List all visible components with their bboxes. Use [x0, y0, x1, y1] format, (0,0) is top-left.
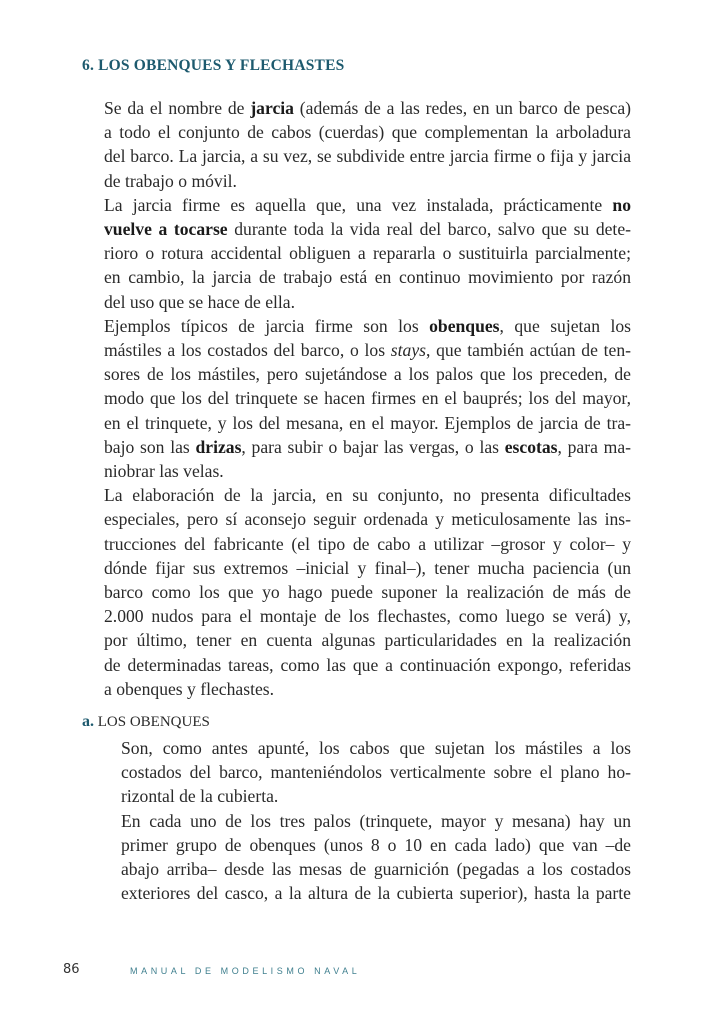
text-run: de trabajo o móvil. — [104, 170, 237, 191]
bold-term: obenques — [429, 315, 500, 336]
text-run: a obenques y flechastes. — [104, 678, 275, 699]
text-line — [82, 532, 631, 556]
text-run: bajo son las — [104, 436, 196, 457]
text-line — [103, 833, 631, 857]
text-line — [82, 459, 631, 483]
text-run: primer grupo de obenques (unos 8 o 10 en cada lado) que van –de — [121, 834, 631, 855]
text-line — [82, 290, 631, 314]
text-line — [82, 677, 631, 701]
text-line — [82, 386, 631, 410]
text-run: exteriores del casco, a la altura de la cubierta superior), hasta la parte — [121, 883, 631, 904]
bold-term: no — [612, 194, 631, 215]
text-line — [82, 507, 631, 531]
subsection-text — [103, 736, 631, 905]
text-line — [82, 217, 631, 241]
text-run: Ejemplos típicos de jarcia firme son los — [104, 315, 430, 336]
text-run: , para subir o bajar las vergas, o las — [241, 436, 505, 457]
bold-term: jarcia — [250, 98, 294, 118]
text-run: sores de los mástiles, pero sujetándose a los palos que los preceden, de — [104, 364, 631, 385]
text-run: barco como los que yo hago puede suponer la realización de más de — [104, 582, 631, 603]
text-run: niobrar las velas. — [104, 461, 224, 482]
text-line — [82, 120, 631, 144]
text-run: La jarcia firme es aquella que, una vez instalada, prácticamente — [104, 194, 613, 215]
bold-term: escotas — [504, 436, 558, 457]
section-heading: 6. LOS OBENQUES Y FLECHASTES — [82, 57, 345, 74]
text-run: durante toda la vida real del barco, salvo que su dete- — [227, 219, 631, 240]
paragraph — [82, 483, 631, 701]
text-run: del barco. La jarcia, a su vez, se subdivide entre jarcia firme o fija y jarcia — [104, 146, 631, 167]
text-run: por último, tener en cuenta algunas particularidades en la realización — [104, 630, 631, 651]
text-run: modo que los del trinquete se hacen firmes en el bauprés; los del mayor, — [104, 388, 631, 409]
italic-term: stays — [390, 340, 426, 361]
text-line — [82, 604, 631, 628]
bold-term: drizas — [195, 436, 242, 457]
text-line — [103, 857, 631, 881]
text-run: 2.000 nudos para el montaje de los flechastes, como luego se verá) y, — [104, 606, 631, 627]
text-run: del uso que se hace de ella. — [104, 291, 296, 312]
text-run: rioro o rotura accidental obliguen a repararla o sustituirla parcialmente; — [104, 243, 631, 264]
text-run: especiales, pero sí aconsejo seguir ordenada y meticulosamente las ins- — [104, 509, 631, 530]
text-run: (además de a las redes, en un barco de pesca) — [293, 98, 631, 118]
text-run: de determinadas tareas, como las que a continuación expongo, referidas — [104, 654, 631, 675]
text-line — [82, 483, 631, 507]
text-run: en cambio, la jarcia de trabajo está en continuo movimiento por razón — [104, 267, 631, 288]
text-run: , que sujetan los — [499, 315, 631, 336]
text-run: costados del barco, manteniéndolos verticalmente sobre el plano ho- — [121, 762, 631, 783]
text-line — [82, 265, 631, 289]
body-text — [82, 96, 631, 701]
subsection-letter: a. — [82, 713, 94, 730]
text-line — [103, 809, 631, 833]
text-run: , para ma- — [557, 436, 631, 457]
text-run: a todo el conjunto de cabos (cuerdas) que complementan la arboladura — [104, 122, 631, 143]
text-line — [82, 556, 631, 580]
subsection-title: LOS OBENQUES — [97, 714, 210, 730]
paragraph — [103, 736, 631, 809]
text-line — [82, 362, 631, 386]
text-line — [82, 580, 631, 604]
text-line — [82, 314, 631, 338]
paragraph — [82, 96, 631, 193]
text-line — [103, 881, 631, 905]
text-line — [82, 628, 631, 652]
paragraph — [82, 314, 631, 483]
text-run: dónde fijar sus extremos –inicial y final–), tener mucha paciencia (un — [104, 557, 631, 578]
text-run: En cada uno de los tres palos (trinquete, mayor y mesana) hay un — [121, 810, 631, 831]
text-line — [82, 193, 631, 217]
text-run: La elaboración de la jarcia, en su conjunto, no presenta dificultades — [104, 485, 631, 506]
text-line — [82, 144, 631, 168]
subsection-heading — [82, 713, 210, 731]
text-line — [82, 96, 631, 120]
text-line — [103, 736, 631, 760]
text-line — [82, 435, 631, 459]
text-run: rizontal de la cubierta. — [121, 786, 279, 807]
text-run: abajo arriba– desde las mesas de guarnición (pegadas a los costados — [121, 859, 631, 880]
paragraph — [82, 193, 631, 314]
text-run: mástiles a los costados del barco, o los — [104, 340, 391, 361]
text-line — [82, 241, 631, 265]
bold-term: vuelve a tocarse — [104, 219, 228, 240]
text-line — [103, 784, 631, 808]
text-line — [82, 169, 631, 193]
text-line — [82, 338, 631, 362]
text-run: trucciones del fabricante (el tipo de cabo a utilizar –grosor y color– y — [104, 533, 631, 554]
text-run: , que también actúan de ten- — [425, 340, 631, 361]
text-run: Se da el nombre de — [104, 98, 251, 118]
page-number: 86 — [63, 962, 80, 977]
running-footer-title: MANUAL DE MODELISMO NAVAL — [130, 966, 361, 976]
text-run: en el trinquete, y los del mesana, en el mayor. Ejemplos de jarcia de tra- — [104, 412, 631, 433]
text-run: Son, como antes apunté, los cabos que sujetan los mástiles a los — [121, 738, 631, 758]
text-line — [103, 760, 631, 784]
text-line — [82, 653, 631, 677]
paragraph — [103, 809, 631, 906]
text-line — [82, 411, 631, 435]
